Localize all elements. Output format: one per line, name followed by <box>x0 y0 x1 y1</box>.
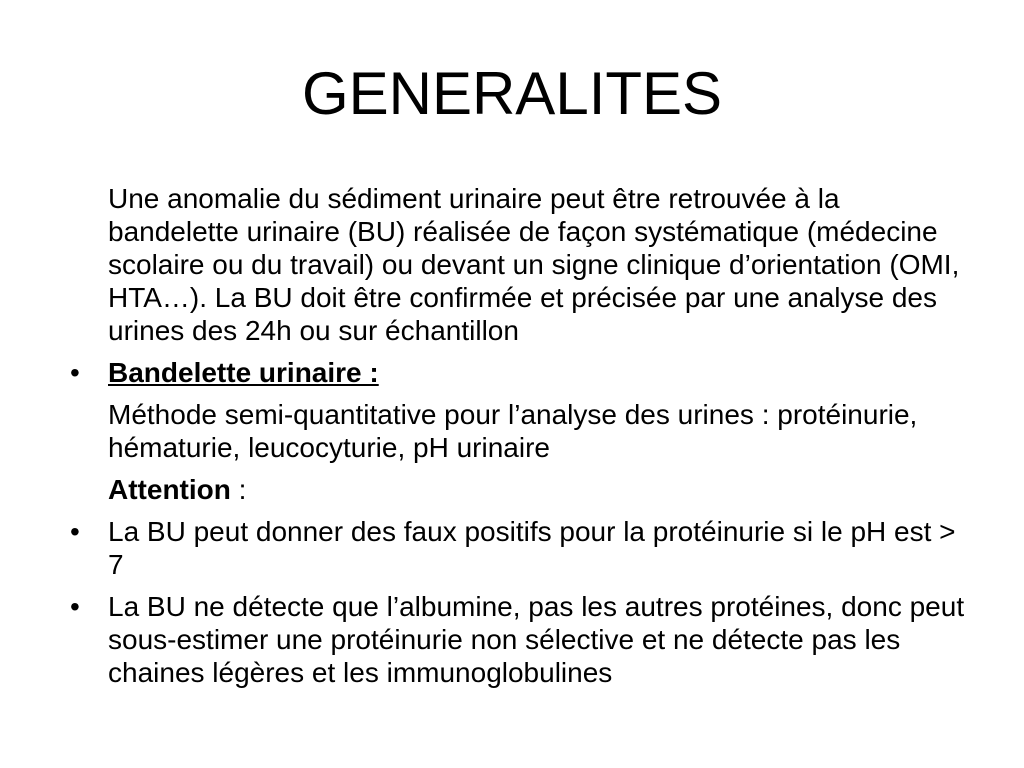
bullet-ph-text: La BU peut donner des faux positifs pour la protéinurie si le pH est > 7 <box>108 516 956 580</box>
intro-paragraph: Une anomalie du sédiment urinaire peut être retrouvée à la bandelette urinaire (BU) réalisée de façon systématique (médecine scolaire ou du travail) ou devant un signe clinique d’orientation (OMI, HTA…). La BU doit être confirmée et précisée par une analyse des urines des 24h ou sur échantillon <box>108 183 960 346</box>
bullet-ph <box>70 515 970 581</box>
attention-label: Attention <box>108 474 231 505</box>
attention-colon: : <box>230 474 247 505</box>
slide-body <box>70 182 970 689</box>
bullet-bu-heading <box>70 356 970 389</box>
slide-title: GENERALITES <box>301 60 723 127</box>
bullet-marker: • <box>70 591 80 622</box>
bu-heading: Bandelette urinaire : <box>108 357 379 388</box>
attention-line <box>70 473 970 506</box>
bullet-albumin <box>70 590 970 689</box>
bullet-albumin-text: La BU ne détecte que l’albumine, pas les autres protéines, donc peut sous-estimer une protéinurie non sélective et ne détecte pas les chaines légères et les immunoglobulines <box>108 591 965 688</box>
bullet-marker: • <box>70 516 80 547</box>
bu-method-paragraph: Méthode semi-quantitative pour l’analyse des urines : protéinurie, hématurie, leucocyturie, pH urinaire <box>108 399 918 463</box>
bullet-marker: • <box>70 357 80 388</box>
